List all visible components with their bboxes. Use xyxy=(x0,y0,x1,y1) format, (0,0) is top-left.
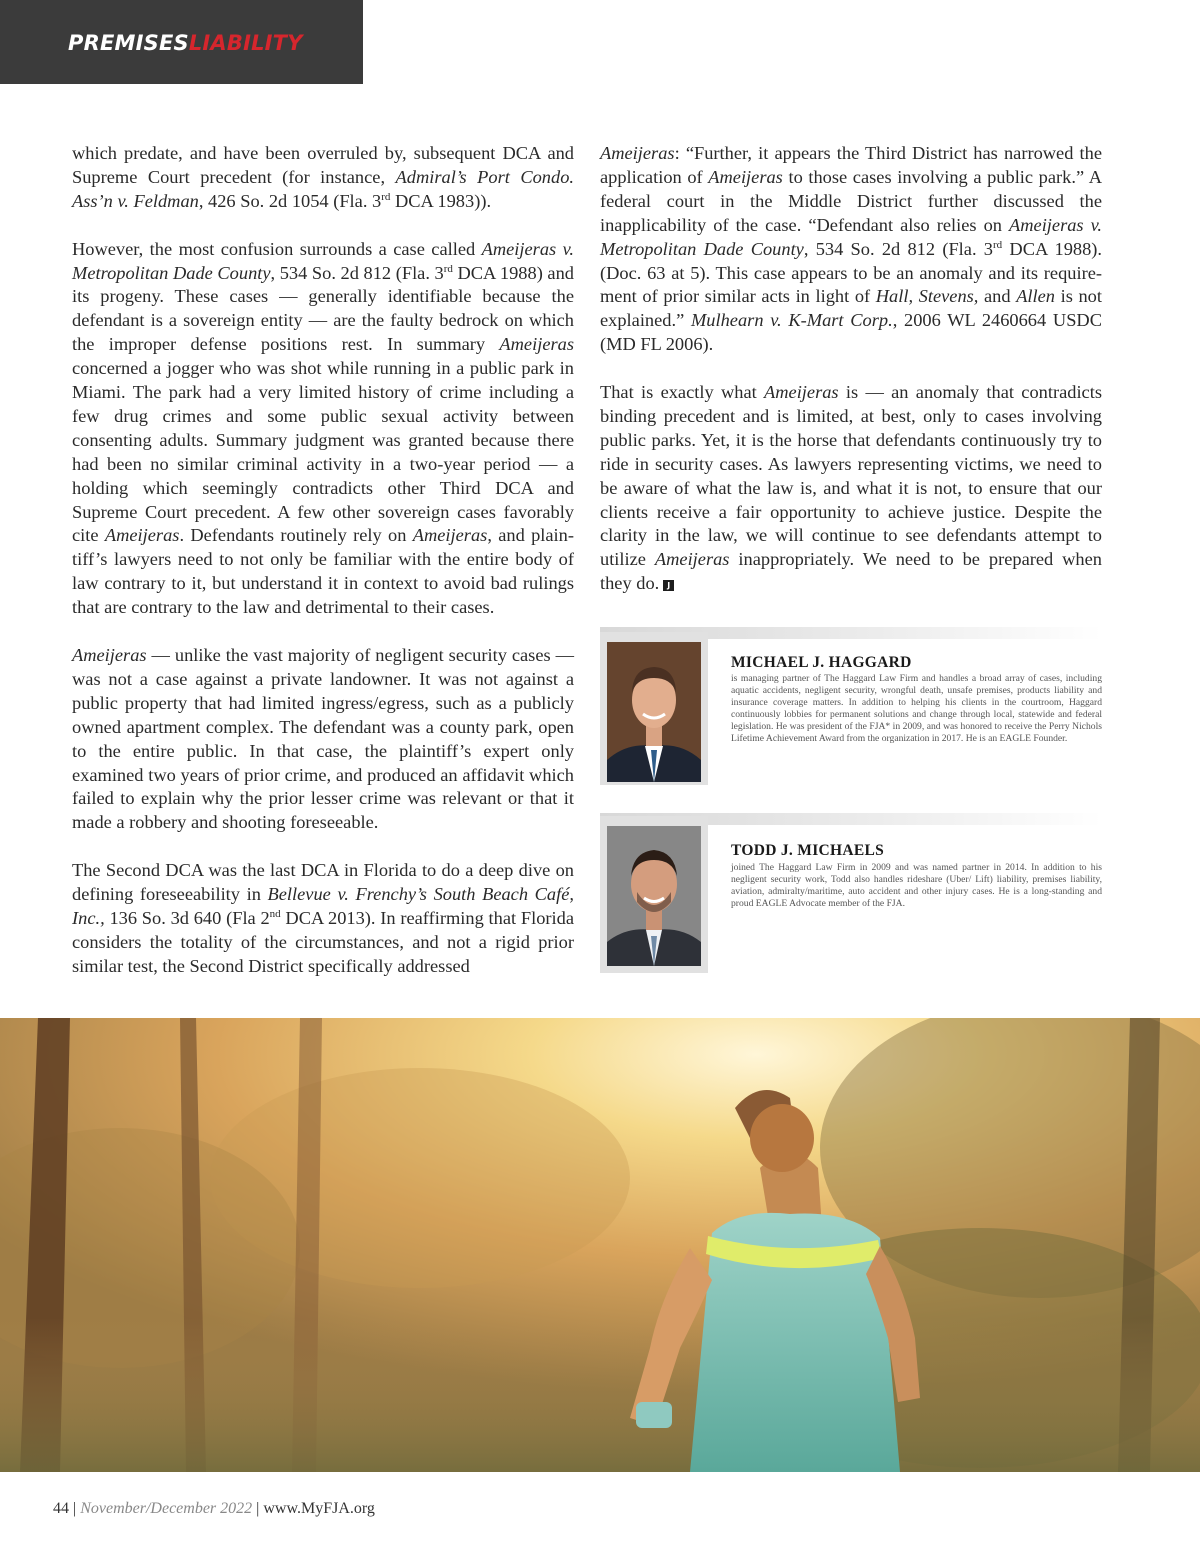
paragraph: However, the most confusion surrounds a case called Ameijeras v. Metropolitan Dade County, 534 So. 2d 812 (Fla. 3rd DCA 1988) and its progeny. These cases — generally identifiable because the defendant is a sovereign entity — are the faulty bedrock on which the improper defense positions rest. In summary Ameijeras concerned a jogger who was shot while running in a public park in Miami. The park had a very limited history of crime including a few drug crimes and some public sexual activity between consenting adults. Summary judgment was granted because there had been no similar criminal activity in a two-year period — a holding which seemingly contradicts other Third DCA and Supreme Court precedent. A few other sovereign cases favorably cite Ameijeras. Defendants routinely rely on Ameijeras, and plaintiff’s lawyers need to not only be familiar with the entire body of law contrary to it, but understand it in context to avoid bad rulings that are contrary to the law and detrimental to their cases. xyxy=(72,238,575,618)
paragraph: Ameijeras: “Further, it appears the Third District has narrowed the application of Ameijeras to those cases involving a public park.” A federal court in the Middle District further discussed the inapplicability of the case. “Defendant also relies on Ameijeras v. Metropolitan Dade County, 534 So. 2d 812 (Fla. 3rd DCA 1988). (Doc. 63 at 5). This case appears to be an anomaly and its requirement of prior similar acts in light of Hall, Stevens, and Allen is not explained.” Mulhearn v. K-Mart Corp., 2006 WL 2460664 USDC (MD FL 2006). xyxy=(600,143,1103,355)
author-bio-text: is managing partner of The Haggard Law Firm and handles a broad array of cases, including aquatic accidents, negligent security, wrongful death, unsafe premises, products liability and insurance coverage matters. In addition to helping his clients in the courtroom, Haggard continuously lobbies for permanent solutions and change through local, statewide and federal legislation. He was president of the FJA* in 2009, and was honored to receive the Perry Nichols Lifetime Achievement Award from the organization in 2017. He is an EAGLE Founder. xyxy=(731,673,1102,745)
runner-photo xyxy=(0,1018,1200,1472)
paragraph: That is exactly what Ameijeras is — an anomaly that contradicts binding precedent and is limited, at best, only to cases involving public parks. Yet, it is the horse that defendants continuously try to ride in security cases. As lawyers representing victims, we need to be aware of what the law is, and what it is not, to ensure that our clients receive a fair opportunity to achieve justice. Despite the clarity in the law, we will continue to see defendants attempt to utilize Ameijeras inappropriately. We need to be prepared when they do. J xyxy=(600,382,1102,594)
author-photo-haggard xyxy=(600,632,708,785)
footer-separator: | xyxy=(73,1500,77,1517)
issue-date: November/December 2022 xyxy=(80,1500,253,1517)
page-number: 44 xyxy=(53,1500,69,1517)
footer-separator: | xyxy=(256,1500,260,1517)
section-label-word1: PREMISES xyxy=(68,31,189,55)
page-footer xyxy=(53,1500,375,1518)
section-label xyxy=(68,31,303,55)
website-url: www.MyFJA.org xyxy=(263,1500,375,1517)
paragraph: Ameijeras — unlike the vast majority of negligent security cases — was not a case against a private landowner. It was not against a public property that had limited ingress/egress, such as a publicly owned apartment complex. The defendant was a county park, open to the entire public. In that case, the plaintiff’s expert only examined two years of prior crime, and produced an affidavit which failed to explain why the prior lesser crime was relevant or that it made a robbery and shooting foreseeable. xyxy=(72,645,574,833)
paragraph: The Second DCA was the last DCA in Florida to do a deep dive on defining foreseeability in Bellevue v. Frenchy’s South Beach Café, Inc., 136 So. 3d 640 (Fla 2nd DCA 2013). In reaffirming that Florida considers the totality of the circumstances, and not a rigid prior similar test, the Second District specifically addressed xyxy=(72,860,574,976)
author-bio-text: joined The Haggard Law Firm in 2009 and was named partner in 2014. In addition to his negligent security work, Todd also handles rideshare (Uber/ Lift) liability, premises liability, aviation, admiralty/maritime, auto accident and other injury cases. He is a long-standing and proud EAGLE Advocate member of the FJA. xyxy=(731,862,1102,910)
author-name: MICHAEL J. HAGGARD xyxy=(731,654,912,671)
jogger-in-park-image xyxy=(0,1018,1200,1472)
portrait-image xyxy=(607,642,701,782)
author-bio-haggard xyxy=(600,627,1102,787)
author-bio-michaels xyxy=(600,813,1102,973)
article-column-left xyxy=(72,142,574,1003)
end-of-article-icon: J xyxy=(663,580,674,591)
author-name: TODD J. MICHAELS xyxy=(731,842,885,859)
section-header xyxy=(0,0,363,84)
article-column-right xyxy=(600,142,1102,620)
paragraph: which predate, and have been overruled by, subsequent DCA and Supreme Court precedent (for instance, Admiral’s Port Condo. Ass’n v. Feldman, 426 So. 2d 1054 (Fla. 3rd DCA 1983)). xyxy=(72,143,574,211)
author-photo-michaels xyxy=(600,816,708,973)
portrait-image xyxy=(607,826,701,966)
section-label-word2: LIABILITY xyxy=(188,31,303,55)
